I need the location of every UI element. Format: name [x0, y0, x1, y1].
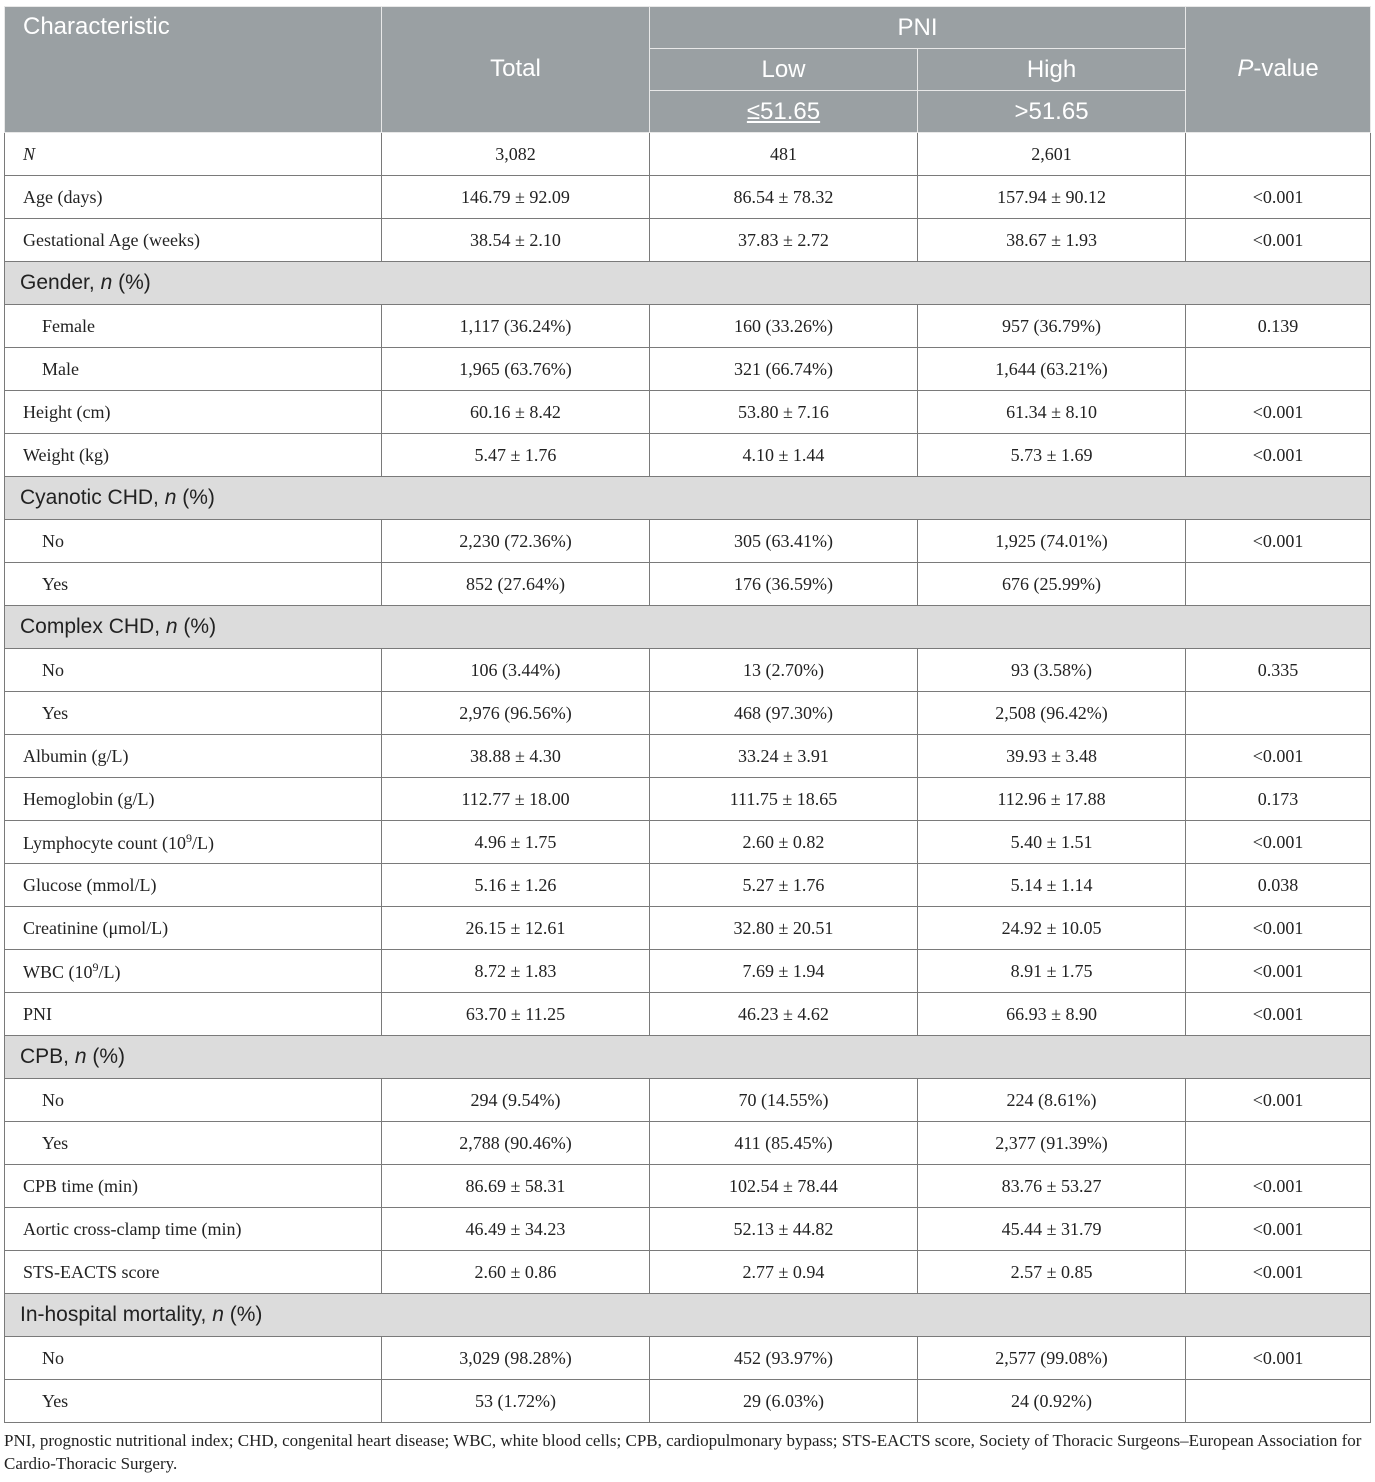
table-row: [5, 348, 1371, 391]
cell-pvalue: <0.001: [1186, 219, 1371, 262]
row-label: Yes: [5, 1380, 382, 1423]
row-label: Age (days): [5, 176, 382, 219]
table-row: [5, 391, 1371, 434]
cell-low: 32.80 ± 20.51: [650, 907, 918, 950]
section-row: [5, 1294, 1371, 1337]
cell-high: 5.14 ± 1.14: [918, 864, 1186, 907]
cell-low: 102.54 ± 78.44: [650, 1165, 918, 1208]
cell-pvalue: <0.001: [1186, 1337, 1371, 1380]
cell-high: 224 (8.61%): [918, 1079, 1186, 1122]
cell-low: 305 (63.41%): [650, 520, 918, 563]
cell-pvalue: <0.001: [1186, 434, 1371, 477]
cell-pvalue: <0.001: [1186, 993, 1371, 1036]
cell-total: 3,029 (98.28%): [382, 1337, 650, 1380]
cell-total: 4.96 ± 1.75: [382, 821, 650, 864]
row-label: Height (cm): [5, 391, 382, 434]
section-label: [5, 1294, 1371, 1337]
cell-total: 2,976 (96.56%): [382, 692, 650, 735]
section-italic: n: [165, 615, 178, 638]
cell-total: 3,082: [382, 133, 650, 176]
row-label: [5, 821, 382, 864]
cell-total: 1,117 (36.24%): [382, 305, 650, 348]
cell-pvalue: [1186, 133, 1371, 176]
section-label: [5, 1036, 1371, 1079]
cell-low: 411 (85.45%): [650, 1122, 918, 1165]
row-label: Female: [5, 305, 382, 348]
row-label: No: [5, 1079, 382, 1122]
section-italic: n: [74, 1045, 87, 1068]
cell-total: 2,788 (90.46%): [382, 1122, 650, 1165]
cell-high: 1,925 (74.01%): [918, 520, 1186, 563]
header-high: High: [918, 49, 1186, 91]
row-label: Hemoglobin (g/L): [5, 778, 382, 821]
cell-pvalue: <0.001: [1186, 391, 1371, 434]
table-row: [5, 1380, 1371, 1423]
cell-pvalue: <0.001: [1186, 735, 1371, 778]
cell-total: 38.88 ± 4.30: [382, 735, 650, 778]
cell-pvalue: [1186, 1122, 1371, 1165]
table-row: [5, 692, 1371, 735]
table-row: [5, 434, 1371, 477]
row-label: No: [5, 520, 382, 563]
table-row: [5, 133, 1371, 176]
cell-low: 176 (36.59%): [650, 563, 918, 606]
cell-high: 2,577 (99.08%): [918, 1337, 1186, 1380]
cell-high: 112.96 ± 17.88: [918, 778, 1186, 821]
low-threshold-text: ≤51.65: [746, 97, 821, 125]
section-label: [5, 262, 1371, 305]
header-pvalue: [1186, 7, 1371, 133]
section-rest: (%): [86, 1045, 126, 1068]
cell-pvalue: [1186, 692, 1371, 735]
cell-low: 7.69 ± 1.94: [650, 950, 918, 993]
cell-pvalue: [1186, 1380, 1371, 1423]
section-row: [5, 262, 1371, 305]
cell-high: 24.92 ± 10.05: [918, 907, 1186, 950]
cell-low: 13 (2.70%): [650, 649, 918, 692]
pvalue-italic: P: [1237, 55, 1254, 82]
table-row: [5, 219, 1371, 262]
section-row: [5, 1036, 1371, 1079]
section-text: Complex CHD,: [20, 615, 166, 638]
cell-high: 157.94 ± 90.12: [918, 176, 1186, 219]
table-container: [4, 6, 1370, 1475]
section-italic: n: [212, 1303, 224, 1326]
cell-high: 676 (25.99%): [918, 563, 1186, 606]
cell-pvalue: <0.001: [1186, 1079, 1371, 1122]
cell-low: 33.24 ± 3.91: [650, 735, 918, 778]
section-label: [5, 606, 1371, 649]
label-part: Lymphocyte count (10: [23, 832, 186, 853]
cell-total: 112.77 ± 18.00: [382, 778, 650, 821]
table-header: [5, 7, 1371, 133]
header-characteristic: Characteristic: [5, 7, 382, 133]
table-row: [5, 520, 1371, 563]
row-label: STS-EACTS score: [5, 1251, 382, 1294]
table-row: [5, 1208, 1371, 1251]
section-row: [5, 477, 1371, 520]
table-row: [5, 950, 1371, 993]
cell-pvalue: 0.139: [1186, 305, 1371, 348]
characteristics-table: [4, 6, 1371, 1423]
cell-pvalue: 0.335: [1186, 649, 1371, 692]
table-row: [5, 907, 1371, 950]
cell-pvalue: <0.001: [1186, 1251, 1371, 1294]
row-label: PNI: [5, 993, 382, 1036]
table-row: [5, 1079, 1371, 1122]
row-label: Yes: [5, 1122, 382, 1165]
cell-low: 37.83 ± 2.72: [650, 219, 918, 262]
table-row: [5, 864, 1371, 907]
cell-total: 5.16 ± 1.26: [382, 864, 650, 907]
label-sup: 9: [185, 830, 192, 845]
header-high-threshold: >51.65: [918, 91, 1186, 133]
cell-high: 39.93 ± 3.48: [918, 735, 1186, 778]
cell-total: 2,230 (72.36%): [382, 520, 650, 563]
cell-low: 52.13 ± 44.82: [650, 1208, 918, 1251]
cell-total: 5.47 ± 1.76: [382, 434, 650, 477]
cell-low: 111.75 ± 18.65: [650, 778, 918, 821]
table-footnote: PNI, prognostic nutritional index; CHD, congenital heart disease; WBC, white blood cells; CPB, cardiopulmonary bypass; STS-EACTS score, Society of Thoracic Surgeons–European Association for Cardio-Thoracic Surgery.: [4, 1431, 1362, 1473]
cell-pvalue: <0.001: [1186, 821, 1371, 864]
cell-low: 5.27 ± 1.76: [650, 864, 918, 907]
section-rest: (%): [177, 615, 217, 638]
cell-low: 86.54 ± 78.32: [650, 176, 918, 219]
section-text: In-hospital mortality,: [20, 1303, 213, 1326]
cell-total: 2.60 ± 0.86: [382, 1251, 650, 1294]
row-label: Aortic cross-clamp time (min): [5, 1208, 382, 1251]
section-label: [5, 477, 1371, 520]
cell-total: 46.49 ± 34.23: [382, 1208, 650, 1251]
cell-total: 26.15 ± 12.61: [382, 907, 650, 950]
table-row: [5, 649, 1371, 692]
cell-high: 45.44 ± 31.79: [918, 1208, 1186, 1251]
cell-pvalue: 0.173: [1186, 778, 1371, 821]
label-sup: 9: [92, 959, 99, 974]
table-body: [5, 133, 1371, 1423]
cell-low: 70 (14.55%): [650, 1079, 918, 1122]
table-row: [5, 1251, 1371, 1294]
row-label: Gestational Age (weeks): [5, 219, 382, 262]
pvalue-rest: -value: [1253, 55, 1319, 82]
table-row: [5, 563, 1371, 606]
header-low: Low: [650, 49, 918, 91]
section-rest: (%): [223, 1303, 263, 1326]
row-label: Creatinine (μmol/L): [5, 907, 382, 950]
header-low-threshold: [650, 91, 918, 133]
section-text: CPB,: [20, 1045, 75, 1068]
row-label: Yes: [5, 563, 382, 606]
cell-low: 29 (6.03%): [650, 1380, 918, 1423]
cell-high: 5.73 ± 1.69: [918, 434, 1186, 477]
cell-high: 61.34 ± 8.10: [918, 391, 1186, 434]
section-text: Cyanotic CHD,: [20, 486, 165, 509]
label-part: /L): [98, 961, 121, 982]
table-row: [5, 1165, 1371, 1208]
section-rest: (%): [176, 486, 215, 509]
cell-high: 83.76 ± 53.27: [918, 1165, 1186, 1208]
cell-high: 2.57 ± 0.85: [918, 1251, 1186, 1294]
cell-low: 46.23 ± 4.62: [650, 993, 918, 1036]
cell-pvalue: <0.001: [1186, 1208, 1371, 1251]
n-label: N: [23, 143, 36, 164]
cell-low: 2.77 ± 0.94: [650, 1251, 918, 1294]
section-text: Gender,: [20, 271, 101, 294]
row-label: No: [5, 649, 382, 692]
cell-pvalue: 0.038: [1186, 864, 1371, 907]
row-label: Weight (kg): [5, 434, 382, 477]
cell-total: 294 (9.54%): [382, 1079, 650, 1122]
cell-total: 852 (27.64%): [382, 563, 650, 606]
table-row: [5, 778, 1371, 821]
cell-pvalue: <0.001: [1186, 950, 1371, 993]
cell-high: 93 (3.58%): [918, 649, 1186, 692]
table-row: [5, 735, 1371, 778]
cell-high: 8.91 ± 1.75: [918, 950, 1186, 993]
cell-low: 468 (97.30%): [650, 692, 918, 735]
cell-low: 481: [650, 133, 918, 176]
table-row: [5, 176, 1371, 219]
table-row: [5, 993, 1371, 1036]
label-part: /L): [191, 832, 214, 853]
header-total: Total: [382, 7, 650, 133]
cell-low: 2.60 ± 0.82: [650, 821, 918, 864]
cell-high: 66.93 ± 8.90: [918, 993, 1186, 1036]
row-label: Male: [5, 348, 382, 391]
row-label: CPB time (min): [5, 1165, 382, 1208]
cell-high: 2,377 (91.39%): [918, 1122, 1186, 1165]
row-label: Albumin (g/L): [5, 735, 382, 778]
table-row: [5, 1122, 1371, 1165]
header-pni: PNI: [650, 7, 1186, 49]
cell-total: 60.16 ± 8.42: [382, 391, 650, 434]
cell-total: 38.54 ± 2.10: [382, 219, 650, 262]
section-rest: (%): [112, 271, 151, 294]
cell-high: 1,644 (63.21%): [918, 348, 1186, 391]
cell-total: 146.79 ± 92.09: [382, 176, 650, 219]
cell-total: 53 (1.72%): [382, 1380, 650, 1423]
cell-pvalue: <0.001: [1186, 176, 1371, 219]
cell-high: 5.40 ± 1.51: [918, 821, 1186, 864]
cell-total: 63.70 ± 11.25: [382, 993, 650, 1036]
row-label: [5, 950, 382, 993]
cell-pvalue: <0.001: [1186, 1165, 1371, 1208]
cell-total: 8.72 ± 1.83: [382, 950, 650, 993]
cell-total: 1,965 (63.76%): [382, 348, 650, 391]
section-italic: n: [100, 271, 113, 294]
cell-low: 452 (93.97%): [650, 1337, 918, 1380]
cell-pvalue: <0.001: [1186, 907, 1371, 950]
cell-total: 86.69 ± 58.31: [382, 1165, 650, 1208]
cell-high: 2,601: [918, 133, 1186, 176]
table-row: [5, 821, 1371, 864]
cell-low: 4.10 ± 1.44: [650, 434, 918, 477]
cell-pvalue: <0.001: [1186, 520, 1371, 563]
section-italic: n: [164, 486, 177, 509]
table-row: [5, 305, 1371, 348]
label-part: WBC (10: [23, 961, 93, 982]
cell-high: 24 (0.92%): [918, 1380, 1186, 1423]
cell-low: 160 (33.26%): [650, 305, 918, 348]
section-row: [5, 606, 1371, 649]
row-label: Glucose (mmol/L): [5, 864, 382, 907]
cell-high: 38.67 ± 1.93: [918, 219, 1186, 262]
cell-high: 2,508 (96.42%): [918, 692, 1186, 735]
cell-pvalue: [1186, 348, 1371, 391]
row-label: [5, 133, 382, 176]
row-label: Yes: [5, 692, 382, 735]
cell-total: 106 (3.44%): [382, 649, 650, 692]
cell-high: 957 (36.79%): [918, 305, 1186, 348]
table-row: [5, 1337, 1371, 1380]
row-label: No: [5, 1337, 382, 1380]
cell-low: 53.80 ± 7.16: [650, 391, 918, 434]
cell-pvalue: [1186, 563, 1371, 606]
cell-low: 321 (66.74%): [650, 348, 918, 391]
